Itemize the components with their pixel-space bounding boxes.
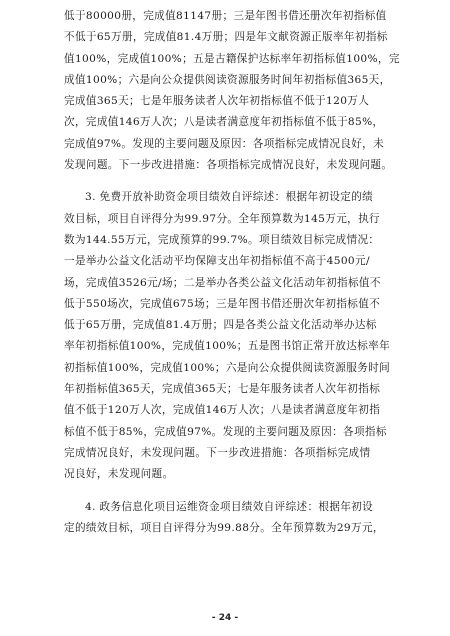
paragraph-gap — [64, 486, 396, 497]
text-line: 一是举办公益文化活动平均保障支出年初指标值不高于4500元/ — [64, 255, 370, 268]
text-line: 数为144.55万元，完成预算的99.7%。项目绩效目标完成情况： — [64, 233, 380, 246]
text-line: 定的绩效目标，项目自评得分为99.88分。全年预算数为29万元， — [64, 521, 384, 534]
text-line: 标值不低于85%，完成值97%。发现的主要问题及原因：各项指标 — [64, 425, 387, 438]
text-line: 初指标值100%，完成值100%；六是向公众提供阅读资源服务时间 — [64, 361, 391, 374]
text-line: 率年初指标值100%，完成值100%；五是图书馆正常开放达标率年 — [64, 340, 391, 353]
text-line: 发现问题。下一步改进措施：各项指标完成情况良好，未发现问题。 — [64, 159, 393, 172]
paragraph-it-maintenance — [64, 497, 396, 540]
paragraph-gap — [64, 176, 396, 187]
text-line: 次，完成值146万人次；八是读者满意度年初指标值不低于85%， — [64, 116, 384, 129]
text-line: 值不低于120万人次，完成值146万人次；八是读者满意度年初指 — [64, 404, 381, 417]
text-line: 效目标，项目自评得分为99.97分。全年预算数为145万元，执行 — [64, 212, 380, 225]
text-line: 不低于65万册，完成值81.4万册；四是年文献资源正版率年初指标 — [64, 31, 388, 44]
text-line: 年初指标值365天，完成值365天；七是年服务读者人次年初指标 — [64, 383, 381, 396]
text-line: 值100%，完成值100%；五是古籍保护达标率年初指标值100%，完 — [64, 52, 400, 65]
text-line: 低于80000册，完成值81147册；三是年图书借还册次年初指标值 — [64, 10, 387, 22]
text-line: 低于550场次，完成值675场；三是年图书借还册次年初指标值不 — [64, 297, 381, 310]
text-line: 4. 政务信息化项目运维资金项目绩效自评综述：根据年初设 — [85, 500, 374, 513]
text-line: 低于65万册，完成值81.4万册；四是各类公益文化活动举办达标 — [64, 319, 377, 332]
text-line: 完成情况良好，未发现问题。下一步改进措施：各项指标完成情 — [64, 446, 371, 459]
paragraph-continued — [64, 6, 400, 176]
paragraph-free-open-subsidy — [64, 187, 396, 485]
text-line: 完成值365天；七是年服务读者人次年初指标值不低于120万人 — [64, 95, 370, 108]
text-line: 3. 免费开放补助资金项目绩效自评综述：根据年初设定的绩 — [85, 191, 374, 204]
document-body — [64, 6, 400, 539]
text-line: 成值100%；六是向公众提供阅读资源服务时间年初指标值365天， — [64, 73, 391, 86]
page-number: - 24 - — [211, 613, 239, 623]
text-line: 况良好，未发现问题。 — [64, 468, 174, 481]
text-line: 完成值97%。发现的主要问题及原因：各项指标完成情况良好，未 — [64, 137, 385, 150]
text-line: 场，完成值3526元/场；二是举办各类公益文化活动年初指标值不 — [64, 276, 381, 289]
